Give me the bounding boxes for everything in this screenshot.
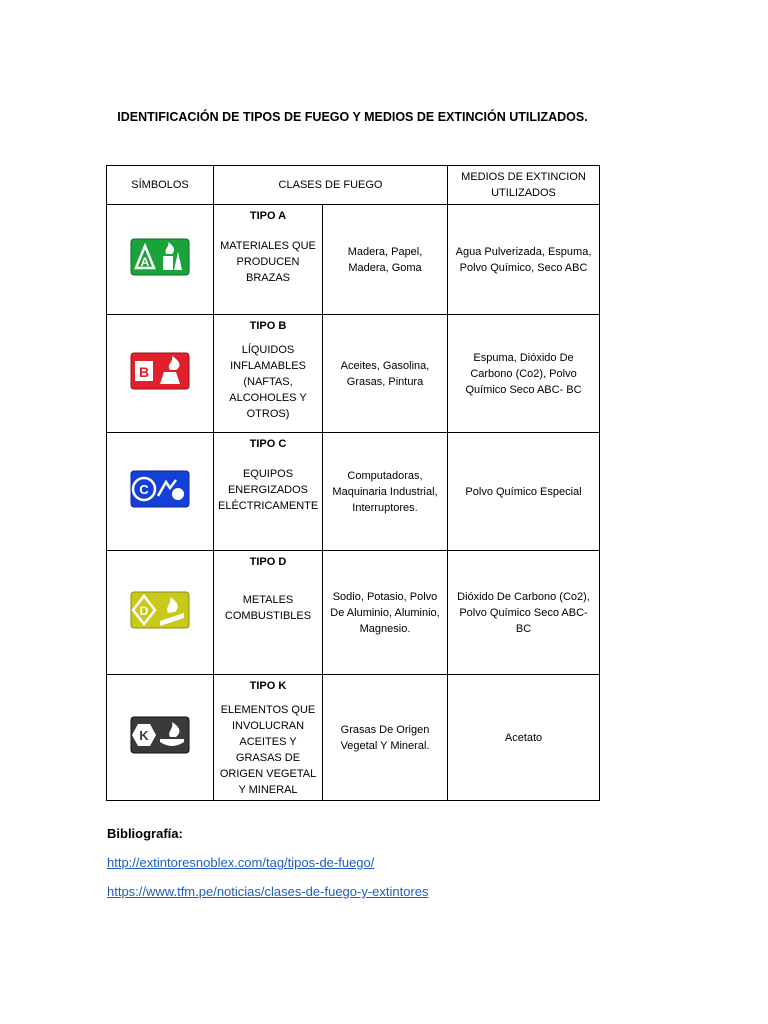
examples-cell: Sodio, Potasio, Polvo De Aluminio, Aluminio, Magnesio.	[323, 551, 448, 675]
svg-text:D: D	[139, 604, 149, 618]
examples-cell: Aceites, Gasolina, Grasas, Pintura	[323, 315, 448, 433]
tipo-label: TIPO K	[249, 680, 287, 692]
table-row	[107, 433, 600, 551]
media-cell: Agua Pulverizada, Espuma, Polvo Químico, Seco ABC	[448, 205, 600, 315]
class-description: LÍQUIDOS INFLAMABLES (NAFTAS, ALCOHOLES Y OTROS)	[229, 344, 307, 420]
class-b-fire-icon	[130, 352, 190, 390]
examples-cell: Computadoras, Maquinaria Industrial, Interruptores.	[323, 433, 448, 551]
media-cell: Polvo Químico Especial	[448, 433, 600, 551]
class-description: ELEMENTOS QUE INVOLUCRAN ACEITES Y GRASAS DE ORIGEN VEGETAL Y MINERAL	[219, 704, 317, 796]
tipo-label: TIPO B	[249, 320, 287, 332]
fire-types-table	[106, 165, 600, 801]
media-cell: Dióxido De Carbono (Co2), Polvo Químico Seco ABC- BC	[448, 551, 600, 675]
examples-cell: Grasas De Origen Vegetal Y Mineral.	[323, 675, 448, 801]
symbol-cell	[107, 551, 214, 675]
symbol-cell	[107, 205, 214, 315]
svg-text:C: C	[139, 482, 149, 497]
table-row	[107, 315, 600, 433]
class-description: MATERIALES QUE PRODUCEN BRAZAS	[220, 240, 316, 284]
media-cell: Acetato	[448, 675, 600, 801]
class-d-fire-icon	[130, 591, 190, 629]
bibliography-link[interactable]: https://www.tfm.pe/noticias/clases-de-fuego-y-extintores	[107, 884, 429, 899]
tipo-label: TIPO C	[249, 438, 287, 450]
examples-cell: Madera, Papel, Madera, Goma	[323, 205, 448, 315]
table-row	[107, 675, 600, 801]
svg-text:B: B	[138, 364, 150, 380]
class-c-fire-icon	[130, 470, 190, 508]
table-row	[107, 551, 600, 675]
class-k-fire-icon	[130, 716, 190, 754]
header-media: MEDIOS DE EXTINCION UTILIZADOS	[448, 166, 600, 205]
svg-text:A: A	[140, 255, 150, 269]
class-description: EQUIPOS ENERGIZADOS ELÉCTRICAMENTE	[218, 468, 319, 512]
media-cell: Espuma, Dióxido De Carbono (Co2), Polvo Químico Seco ABC- BC	[448, 315, 600, 433]
bibliography-heading: Bibliografía:	[107, 826, 183, 841]
header-symbols: SÍMBOLOS	[107, 166, 214, 205]
page-title: IDENTIFICACIÓN DE TIPOS DE FUEGO Y MEDIOS DE EXTINCIÓN UTILIZADOS.	[117, 110, 588, 124]
table-row	[107, 205, 600, 315]
class-a-fire-icon	[130, 238, 190, 276]
tipo-label: TIPO A	[249, 210, 287, 222]
tipo-label: TIPO D	[249, 556, 287, 568]
table-header-row	[107, 166, 600, 205]
class-description: METALES COMBUSTIBLES	[224, 594, 312, 622]
header-classes: CLASES DE FUEGO	[214, 166, 448, 205]
bibliography-link[interactable]: http://extintoresnoblex.com/tag/tipos-de-fuego/	[107, 855, 375, 870]
symbol-cell	[107, 433, 214, 551]
symbol-cell	[107, 675, 214, 801]
symbol-cell	[107, 315, 214, 433]
svg-text:K: K	[139, 728, 149, 743]
